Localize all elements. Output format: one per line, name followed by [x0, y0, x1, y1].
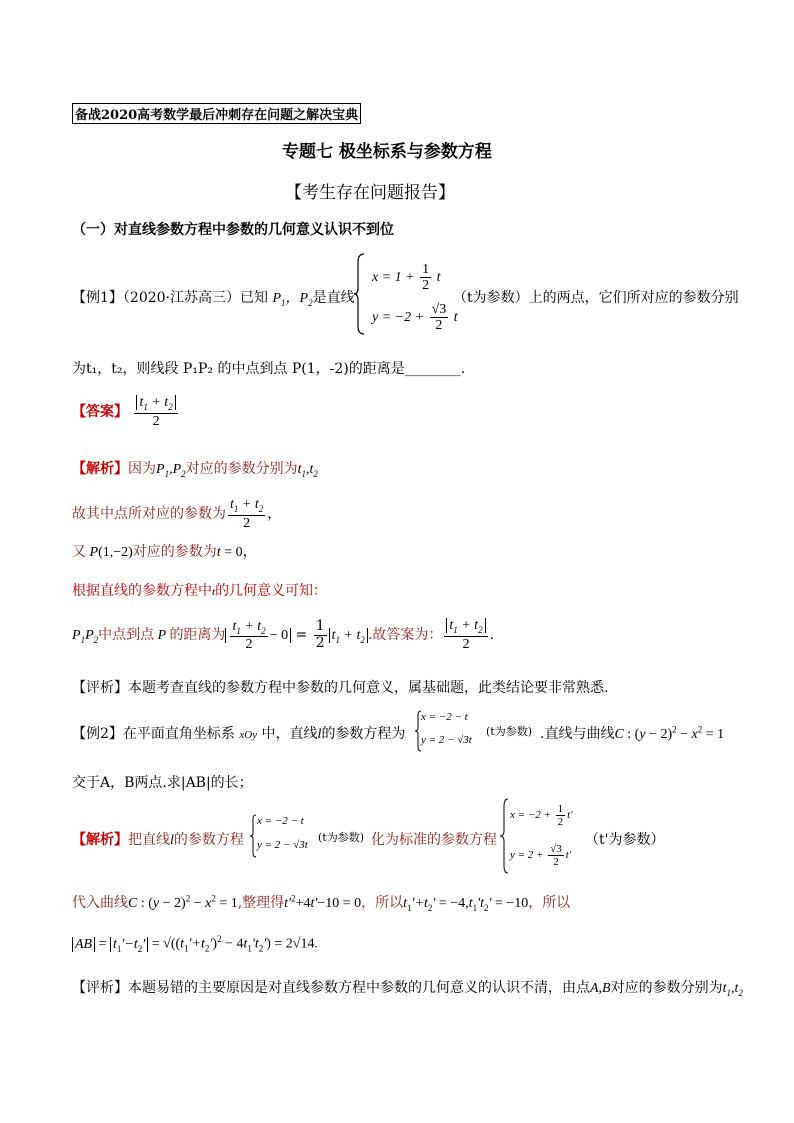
- example2-comment-text: 本题易错的主要原因是对直线参数方程中参数的几何意义的认识不清，由点: [128, 980, 590, 996]
- example2-analysis-a: 把直线: [128, 832, 170, 848]
- example1-analysis-1: 【解析】因为$P_1,P_2$对应的参数分别为$t_1,t_2$: [72, 461, 318, 479]
- p1p2-points: $P_1$，$P_2$: [272, 291, 313, 308]
- analysis-5a-text: 中点到点: [98, 627, 155, 644]
- example2-line1: 【例2】在平面直角坐标系 xOy 中，直线l的参数方程为: [72, 726, 406, 742]
- example1-analysis-3: 又 P(1,−2)对应的参数为t = 0，: [72, 544, 257, 560]
- analysis-1b-text: 对应的参数分别为: [185, 461, 298, 477]
- analysis-label: 【解析】: [72, 461, 128, 477]
- example1-answer: 【答案】 $\frac{t_1 + t_2}{2}$: [72, 395, 180, 429]
- series-title: 备战2020高考数学最后冲刺存在问题之解决宝典: [72, 103, 361, 124]
- example2-text-b: 中，直线: [261, 726, 318, 742]
- example2-eq-x: x = −2 − t: [421, 711, 468, 723]
- example2-analysis-eq-y: y = 2 − √3t: [257, 839, 308, 851]
- example1-param-note: （t为参数）上的两点，它们所对应的参数分别: [453, 290, 739, 306]
- example1-source: （2020·江苏高三）已知: [122, 290, 269, 306]
- analysis-3a-text: 又: [72, 544, 86, 560]
- analysis-2-text: 故其中点所对应的参数为: [72, 506, 226, 523]
- example1-analysis-5: $P_1P_2$中点到点 P 的距离为 $\frac{t_1 + t_2}{2}$ − 0 = $\frac{1}{2}$ $t_1 + t_2$ .故答案为： $\frac{t_1 + t_2}{2}$ .: [72, 618, 495, 653]
- example2-text-d-row: .直线与曲线C : $(y - 2)^2 - x^2 = 1$: [540, 724, 725, 742]
- example2-text-d: .直线与曲线: [540, 726, 615, 742]
- analysis-3b-text: 对应的参数为: [132, 544, 217, 560]
- example2-analysis-c: 化为标准的参数方程: [371, 832, 497, 848]
- example1-eq-x: x = 1 + $\frac{1}{2}$ t: [372, 262, 441, 294]
- example2-comment-label: 【评析】: [72, 980, 128, 996]
- comment-text: 本题考查直线的参数方程中参数的几何意义，属基础题，此类结论要非常熟悉.: [128, 680, 609, 696]
- example2-label: 【例2】: [72, 726, 123, 742]
- section1-heading: （一）对直线参数方程中参数的几何意义认识不到位: [72, 222, 394, 238]
- example1-brace: [352, 252, 366, 336]
- example2-comment: 【评析】本题易错的主要原因是对直线参数方程中参数的几何意义的认识不清，由点A,B对应的参数分别为$t_1,t_2$: [72, 980, 743, 998]
- example2-analysis-param: (t为参数): [318, 831, 365, 844]
- example2-eq-y: y = 2 − √3t: [421, 734, 472, 746]
- example2-analysis-b: 的参数方程: [173, 832, 244, 848]
- example2-analysis-eq-x: x = −2 − t: [257, 815, 304, 827]
- example2-std-eq-y: y = 2 + $\frac{√3}{2}$ t': [510, 843, 572, 869]
- example1-line2: 为t₁，t₂，则线段 P₁P₂ 的中点到点 P(1，-2)的距离是________.: [72, 361, 466, 377]
- example2-analysis-row: 【解析】把直线l的参数方程: [72, 832, 244, 848]
- example2-analysis-label: 【解析】: [72, 832, 128, 848]
- example1-text-a: 是直线: [312, 290, 355, 306]
- analysis-5b-text: 的距离为: [169, 627, 226, 644]
- example2-sub-row: 代入曲线C : $(y - 2)^2 - x^2 = 1$,整理得$t'^2+4t'-10 = 0$，所以$t_1'+t_2' = -4,t_1't_2' = -10$，所以: [72, 893, 571, 913]
- example2-analysis-brace: [249, 814, 257, 858]
- example2-text-a: 在平面直角坐标系: [122, 726, 235, 742]
- report-title: 【考生存在问题报告】: [285, 183, 455, 203]
- topic-title: 专题七 极坐标系与参数方程: [282, 142, 492, 162]
- answer-label: 【答案】: [72, 404, 128, 421]
- example1-eq-y: y = −2 + $\frac{√3}{2}$ t: [372, 302, 458, 334]
- comment-label: 【评析】: [72, 680, 128, 696]
- example1-analysis-2: 故其中点所对应的参数为 $\frac{t_1 + t_2}{2}$ ，: [72, 497, 282, 531]
- example2-sub-b: ,整理得: [237, 895, 285, 911]
- example2-std-eq-x: x = −2 + $\frac{1}{2}$ t': [510, 803, 573, 829]
- example1-comment: [72, 677, 608, 697]
- analysis-5c-text: .故答案为：: [367, 627, 443, 644]
- example2-param-note: (t为参数): [486, 725, 533, 738]
- example2-std-brace: [499, 798, 509, 874]
- analysis-4b-text: 的几何意义可知：: [215, 583, 328, 599]
- example2-ab-length: AB = $t_1'-t_2' = √((t_1'+t_2')^2 - 4t_1't_2') = 2√14$.: [72, 934, 318, 953]
- example2-sub-d: ，所以: [528, 895, 571, 911]
- example2-comment-b: 对应的参数分别为: [610, 980, 723, 996]
- example1-line1: [72, 287, 355, 308]
- example1-analysis-4: 根据直线的参数方程中t的几何意义可知：: [72, 583, 328, 599]
- example1-label: 【例1】: [72, 290, 123, 306]
- analysis-1-text: 因为: [128, 461, 156, 477]
- analysis-4-text: 根据直线的参数方程中: [72, 583, 212, 599]
- example2-text-c: 的参数方程为: [321, 726, 406, 742]
- example2-sub-c: ，所以: [361, 895, 404, 911]
- example2-line2: 交于A，B两点.求|AB|的长；: [72, 775, 253, 791]
- example2-sub-a: 代入曲线: [72, 895, 128, 911]
- example2-analysis-param-std: （t'为参数）: [585, 832, 665, 848]
